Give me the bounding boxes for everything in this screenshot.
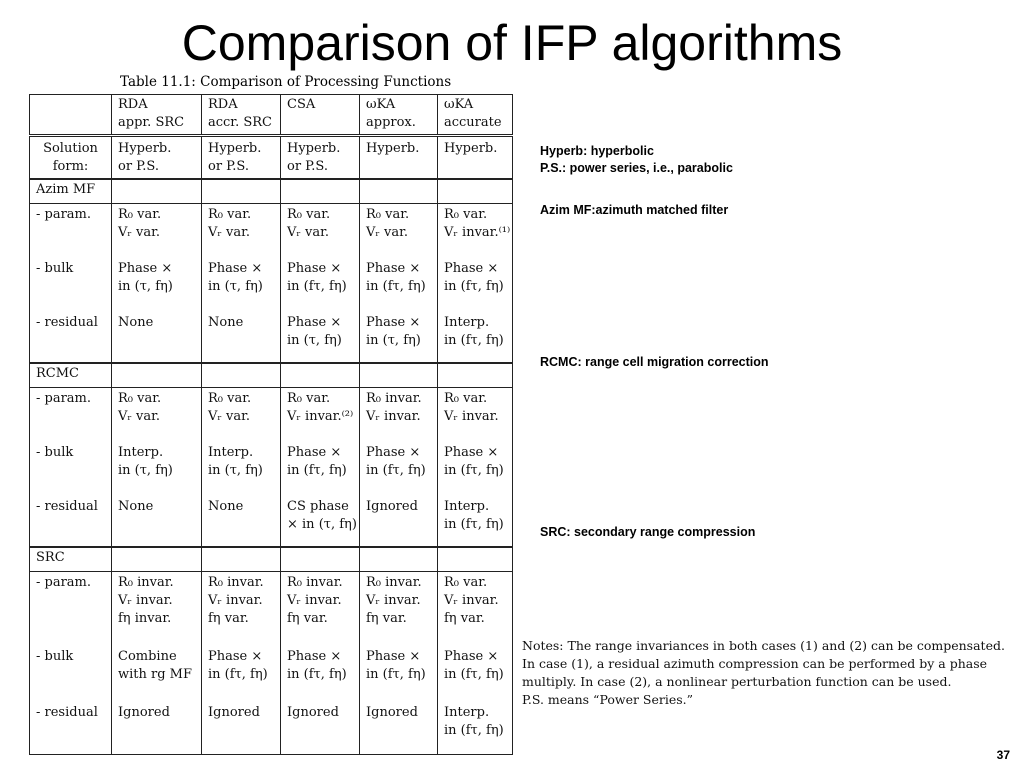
table-cell: None: [112, 496, 202, 547]
header-cell-rda-accr-src: RDA accr. SRC: [202, 95, 281, 136]
section-label: RCMC: [30, 363, 112, 388]
header-cell: [30, 95, 112, 136]
row-label: - bulk: [30, 442, 112, 496]
table-cell: Interp. in (fτ, fη): [438, 702, 513, 755]
table-cell: Combine with rg MF: [112, 646, 202, 702]
table-cell: [112, 363, 202, 388]
table-cell: Phase × in (fτ, fη): [281, 646, 360, 702]
row-label: - param.: [30, 388, 112, 443]
table-cell: Ignored: [112, 702, 202, 755]
table-cell: Interp. in (fτ, fη): [438, 312, 513, 363]
table-row-src-param: [30, 572, 513, 647]
annotation-rcmc: RCMC: range cell migration correction: [540, 355, 769, 369]
notes-line: Notes: The range invariances in both cases (1) and (2) can be compensated.: [522, 638, 1005, 653]
table-row-azim-residual: [30, 312, 513, 363]
table-cell: [360, 363, 438, 388]
header-cell-wka-accurate: ωKA accurate: [438, 95, 513, 136]
table-cell: [112, 547, 202, 572]
table-cell: Hyperb.: [360, 136, 438, 180]
row-label: - bulk: [30, 258, 112, 312]
table-caption: Table 11.1: Comparison of Processing Functions: [120, 74, 452, 90]
table-cell: [438, 547, 513, 572]
table-cell: [281, 363, 360, 388]
header-cell-rda-appr-src: RDA appr. SRC: [112, 95, 202, 136]
table-cell: Phase × in (fτ, fη): [360, 646, 438, 702]
comparison-table: [29, 94, 513, 755]
table-cell: Interp. in (τ, fη): [202, 442, 281, 496]
slide-title: Comparison of IFP algorithms: [181, 15, 843, 71]
row-label: - bulk: [30, 646, 112, 702]
table-cell: Interp. in (τ, fη): [112, 442, 202, 496]
table-cell: Ignored: [281, 702, 360, 755]
table-cell: Hyperb. or P.S.: [281, 136, 360, 180]
table-cell: Interp. in (fτ, fη): [438, 496, 513, 547]
table-cell: Phase × in (fτ, fη): [281, 442, 360, 496]
table-cell: Phase × in (fτ, fη): [202, 646, 281, 702]
table-section-azim-mf: [30, 179, 513, 204]
table-row-solution-form: [30, 136, 513, 180]
row-label: - param.: [30, 572, 112, 647]
table-cell: Ignored: [360, 702, 438, 755]
row-label: - param.: [30, 204, 112, 259]
table-cell: Phase × in (τ, fη): [281, 312, 360, 363]
notes-line: multiply. In case (2), a nonlinear perturbation function can be used.: [522, 674, 952, 689]
table-cell: None: [202, 312, 281, 363]
table-cell: Phase × in (fτ, fη): [360, 258, 438, 312]
table-cell: Phase × in (τ, fη): [202, 258, 281, 312]
table-cell: [202, 363, 281, 388]
notes-line: P.S. means “Power Series.”: [522, 692, 694, 707]
table-cell: R₀ invar. Vᵣ invar.: [360, 388, 438, 443]
annotation-src: SRC: secondary range compression: [540, 525, 756, 539]
section-label: SRC: [30, 547, 112, 572]
annotation-azim-mf: Azim MF:azimuth matched filter: [540, 203, 729, 217]
annotation-hyperb: Hyperb: hyperbolic: [540, 144, 654, 158]
table-section-src: [30, 547, 513, 572]
table-cell: CS phase × in (τ, fη): [281, 496, 360, 547]
table-cell: [112, 179, 202, 204]
table-cell: Phase × in (fτ, fη): [438, 442, 513, 496]
table-cell: R₀ var. Vᵣ var.: [281, 204, 360, 259]
table-cell: None: [112, 312, 202, 363]
table-cell: Phase × in (fτ, fη): [438, 258, 513, 312]
page-number: 37: [996, 748, 1010, 762]
table-cell: [281, 179, 360, 204]
table-cell: Ignored: [360, 496, 438, 547]
table-cell: [438, 363, 513, 388]
table-cell: Hyperb.: [438, 136, 513, 180]
table-cell: R₀ var. Vᵣ invar.⁽²⁾: [281, 388, 360, 443]
table-cell: Hyperb. or P.S.: [112, 136, 202, 180]
table-cell: Hyperb. or P.S.: [202, 136, 281, 180]
table-cell: R₀ invar. Vᵣ invar. fη var.: [281, 572, 360, 647]
header-cell-wka-approx: ωKA approx.: [360, 95, 438, 136]
table-cell: Phase × in (fτ, fη): [438, 646, 513, 702]
table-cell: R₀ invar. Vᵣ invar. fη var.: [360, 572, 438, 647]
table-cell: Phase × in (fτ, fη): [360, 442, 438, 496]
table-cell: [202, 547, 281, 572]
row-label: Solution form:: [30, 136, 112, 180]
table-cell: [281, 547, 360, 572]
table-row-azim-bulk: [30, 258, 513, 312]
table-cell: R₀ var. Vᵣ invar.⁽¹⁾: [438, 204, 513, 259]
row-label: - residual: [30, 702, 112, 755]
table-cell: R₀ var. Vᵣ invar.: [438, 388, 513, 443]
table-notes: [522, 637, 1014, 709]
row-label: - residual: [30, 496, 112, 547]
table-row-src-bulk: [30, 646, 513, 702]
table-cell: Phase × in (fτ, fη): [281, 258, 360, 312]
table-cell: Ignored: [202, 702, 281, 755]
annotation-ps: P.S.: power series, i.e., parabolic: [540, 161, 733, 175]
table-cell: Phase × in (τ, fη): [112, 258, 202, 312]
table-cell: [360, 179, 438, 204]
table-cell: R₀ var. Vᵣ var.: [202, 388, 281, 443]
row-label: - residual: [30, 312, 112, 363]
notes-line: In case (1), a residual azimuth compression can be performed by a phase: [522, 656, 988, 671]
table-cell: R₀ var. Vᵣ var.: [202, 204, 281, 259]
table-row-rcmc-bulk: [30, 442, 513, 496]
table-cell: [438, 179, 513, 204]
table-cell: R₀ invar. Vᵣ invar. fη var.: [202, 572, 281, 647]
table-cell: R₀ var. Vᵣ var.: [112, 388, 202, 443]
header-cell-csa: CSA: [281, 95, 360, 136]
table-row-src-residual: [30, 702, 513, 755]
section-label: Azim MF: [30, 179, 112, 204]
table-cell: [360, 547, 438, 572]
table-header-row: [30, 95, 513, 136]
table-cell: R₀ var. Vᵣ var.: [360, 204, 438, 259]
table-cell: R₀ var. Vᵣ invar. fη var.: [438, 572, 513, 647]
table-cell: R₀ var. Vᵣ var.: [112, 204, 202, 259]
table-row-rcmc-param: [30, 388, 513, 443]
table-cell: Phase × in (τ, fη): [360, 312, 438, 363]
table-cell: None: [202, 496, 281, 547]
table-cell: [202, 179, 281, 204]
table-cell: R₀ invar. Vᵣ invar. fη invar.: [112, 572, 202, 647]
table-row-rcmc-residual: [30, 496, 513, 547]
table-section-rcmc: [30, 363, 513, 388]
table-row-azim-param: [30, 204, 513, 259]
